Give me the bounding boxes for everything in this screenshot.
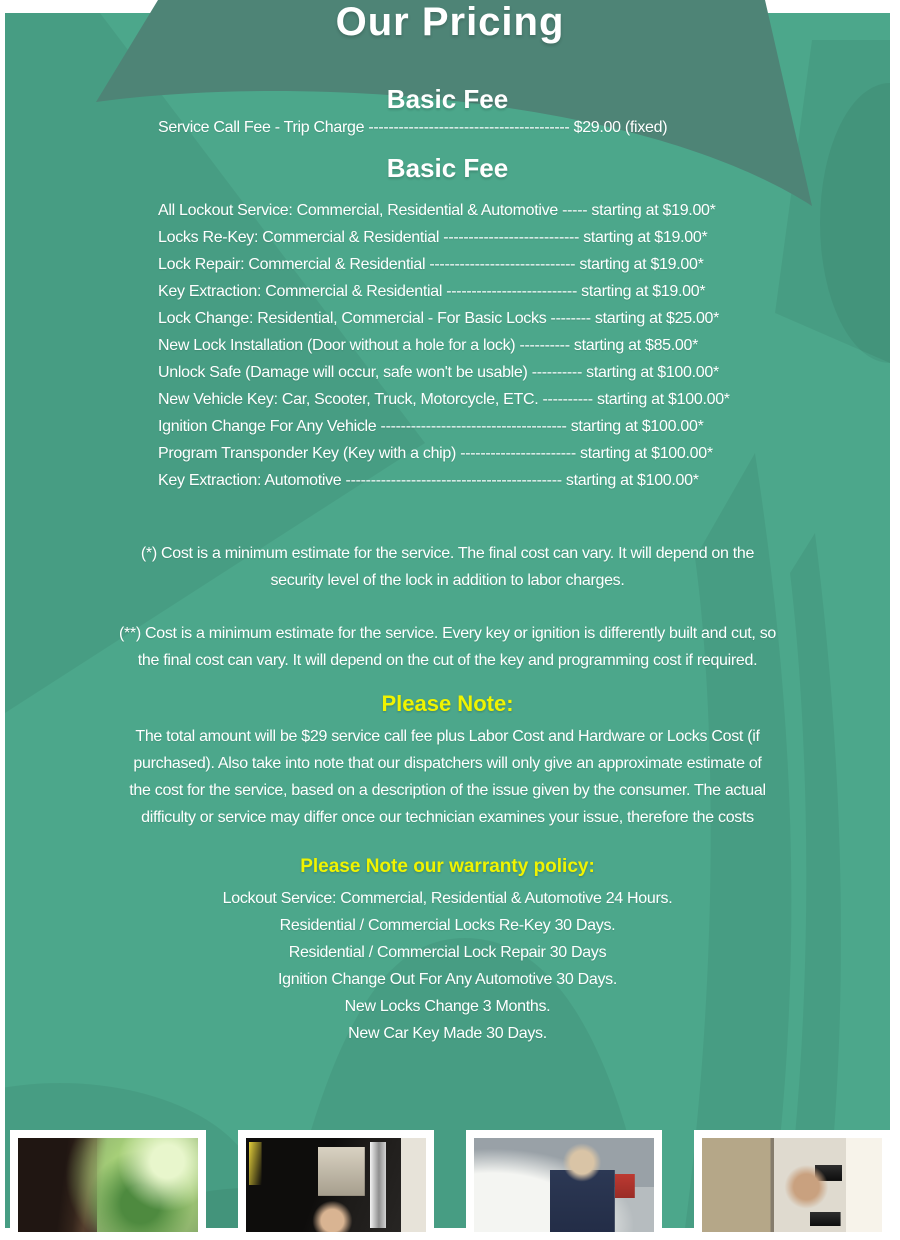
fee-item: All Lockout Service: Commercial, Residential & Automotive ----- starting at $19.00* [158,202,716,219]
service-photos-strip [10,1130,890,1240]
warranty-item: Ignition Change Out For Any Automotive 30 Days. [278,971,617,988]
warranty-item: New Locks Change 3 Months. [344,998,551,1015]
deadbolt-install-photo [702,1138,882,1232]
fee-list [158,197,730,494]
footnote-double-star [0,620,895,674]
fee-item: Unlock Safe (Damage will occur, safe won't be usable) ---------- starting at $100.00* [158,364,719,381]
note-line: the cost for the service, based on a description of the issue given by the consumer. The actual [129,782,766,799]
basic-fee-heading-1: Basic Fee [386,84,509,114]
please-note-heading: Please Note: [381,691,514,716]
fee-item: Lock Change: Residential, Commercial - For Basic Locks -------- starting at $25.00* [158,310,720,327]
footnote-line: the final cost can vary. It will depend on the cut of the key and programming cost if required. [137,652,758,669]
footnote-single-star [0,540,895,594]
warranty-item: Lockout Service: Commercial, Residential & Automotive 24 Hours. [222,890,673,907]
photo-frame [466,1130,662,1240]
photo-frame [694,1130,890,1240]
note-line: The total amount will be $29 service call fee plus Labor Cost and Hardware or Locks Cost (if [135,728,760,745]
automotive-locksmith-photo [474,1138,654,1232]
fee-item: Key Extraction: Commercial & Residential -------------------------- starting at $19.00* [158,283,706,300]
fee-item: Key Extraction: Automotive ------------------------------------------- starting at $100.00* [158,472,699,489]
photo-frame [238,1130,434,1240]
fee-item: Program Transponder Key (Key with a chip) ----------------------- starting at $100.00* [158,445,713,462]
note-line: difficulty or service may differ once our technician examines your issue, therefore the costs [141,809,754,826]
fee-item: New Lock Installation (Door without a hole for a lock) ---------- starting at $85.00* [158,337,699,354]
fee-item: New Vehicle Key: Car, Scooter, Truck, Motorcycle, ETC. ---------- starting at $100.00* [158,391,730,408]
warranty-item: Residential / Commercial Locks Re-Key 30 Days. [279,917,616,934]
fee-item: Ignition Change For Any Vehicle ------------------------------------- starting at $100.00* [158,418,704,435]
photo-frame [10,1130,206,1240]
footnote-line: (*) Cost is a minimum estimate for the service. The final cost can vary. It will depend on the [140,545,755,562]
warranty-item: New Car Key Made 30 Days. [348,1025,547,1042]
warranty-policy-heading: Please Note our warranty policy: [300,856,595,877]
page-title: Our Pricing [335,0,565,44]
warranty-list [0,885,895,1047]
fee-item: Locks Re-Key: Commercial & Residential --------------------------- starting at $19.00* [158,229,708,246]
fee-item: Lock Repair: Commercial & Residential ----------------------------- starting at $19.00* [158,256,704,273]
door-lock-photo [18,1138,198,1232]
footnote-line: (**) Cost is a minimum estimate for the service. Every key or ignition is differently built and cut, so [118,625,777,642]
service-call-fee-line: Service Call Fee - Trip Charge ---------------------------------------- $29.00 (fixed) [158,119,668,136]
please-note-paragraph [0,723,895,831]
warranty-item: Residential / Commercial Lock Repair 30 Days [288,944,607,961]
access-control-photo [246,1138,426,1232]
note-line: purchased). Also take into note that our dispatchers will only give an approximate estimate of [133,755,762,772]
footnote-line: security level of the lock in addition to labor charges. [270,572,625,589]
basic-fee-heading-2: Basic Fee [386,153,509,183]
